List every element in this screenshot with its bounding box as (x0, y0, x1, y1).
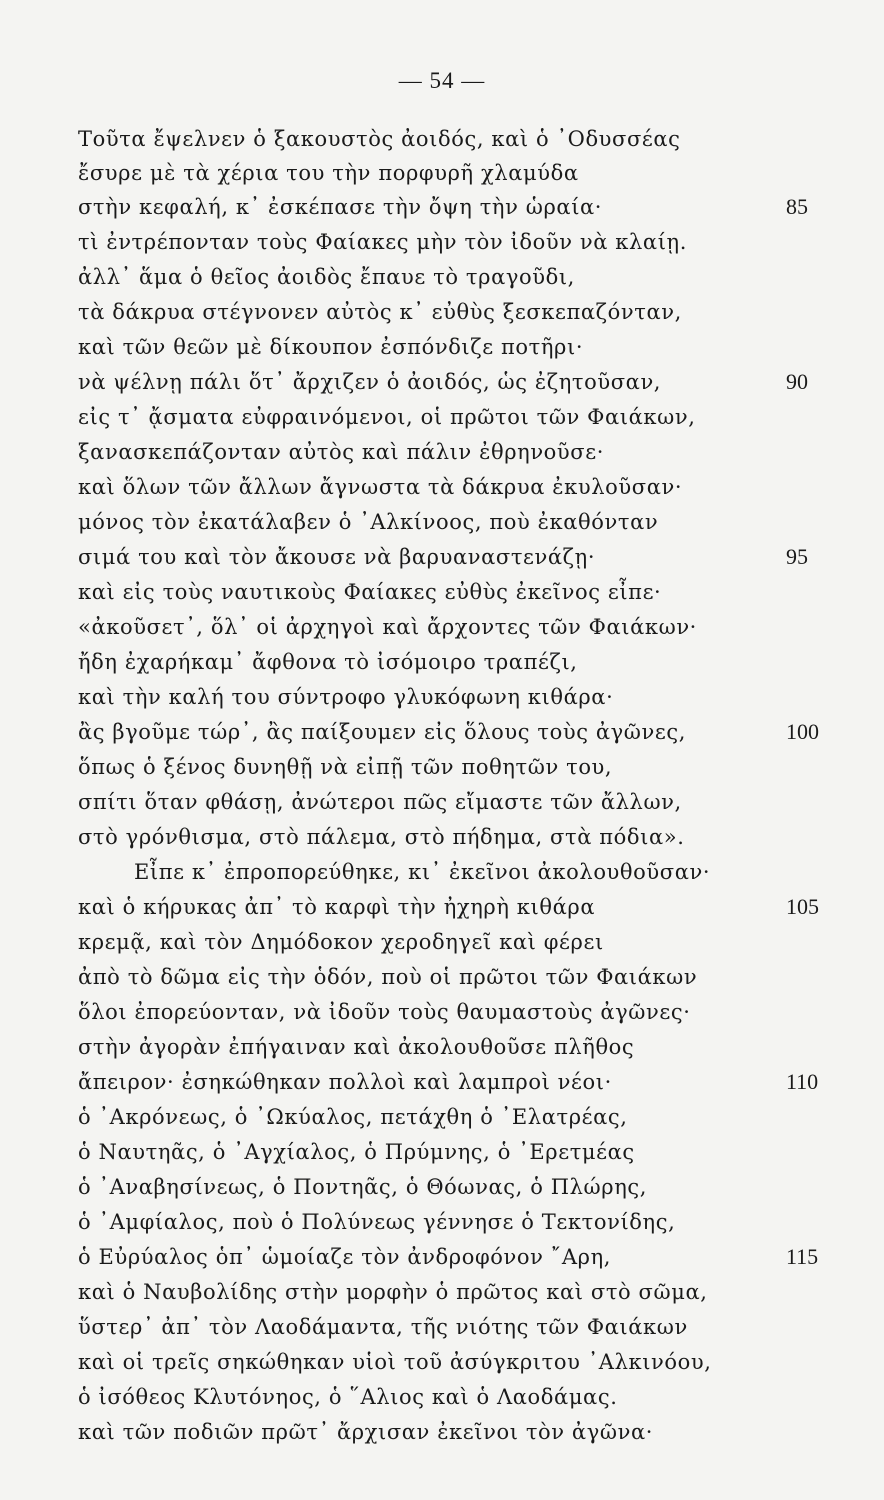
verse-line: καὶ ὁ κήρυκας ἀπ᾿ τὸ καρφὶ τὴν ἠχηρὴ κιθάρα (78, 895, 596, 919)
verse-line: εἰς τ᾿ ᾄσματα εὐφραινόμενοι, οἱ πρῶτοι τῶν Φαιάκων, (78, 405, 696, 429)
page-number: — 54 — (398, 68, 486, 93)
verse-line: καὶ ὅλων τῶν ἄλλων ἄγνωστα τὰ δάκρυα ἐκυλοῦσαν· (78, 475, 683, 499)
verse-line: καὶ εἰς τοὺς ναυτικοὺς Φαίακες εὐθὺς ἐκεῖνος εἶπε· (78, 580, 662, 604)
verse-line: ὁ ᾿Αναβησίνεως, ὁ Ποντηᾶς, ὁ Θόωνας, ὁ Πλώρης, (78, 1175, 648, 1199)
line-number: 90 (786, 369, 808, 394)
verse-line: ξανασκεπάζονταν αὐτὸς καὶ πάλιν ἐθρηνοῦσε· (78, 440, 604, 464)
verse-line: ὁ Ναυτηᾶς, ὁ ᾿Αγχίαλος, ὁ Πρύμνης, ὁ ᾿Ερετμέας (78, 1140, 635, 1164)
verse-line: τὰ δάκρυα στέγνονεν αὐτὸς κ᾿ εὐθὺς ξεσκεπαζόνταν, (78, 300, 682, 324)
verse-line: τὶ ἐντρέπονταν τοὺς Φαίακες μὴν τὸν ἰδοῦν νὰ κλαίῃ. (78, 230, 688, 254)
verse-line: ὁ Εὐρύαλος ὁπ᾿ ὡμοίαζε τὸν ἀνδροφόνον ῎Αρη, (78, 1245, 612, 1269)
verse-line: Τοῦτα ἔψελνεν ὁ ξακουστὸς ἀοιδός, καὶ ὁ ᾿Οδυσσέας (78, 127, 681, 151)
verse-line: κρεμᾷ, καὶ τὸν Δημόδοκον χεροδηγεῖ καὶ φέρει (78, 930, 604, 954)
line-number: 95 (786, 544, 808, 569)
verse-line: καὶ οἱ τρεῖς σηκώθηκαν υἱοὶ τοῦ ἀσύγκριτου ᾿Αλκινόου, (78, 1350, 712, 1374)
verse-line: ἔσυρε μὲ τὰ χέρια του τὴν πορφυρῆ χλαμύδα (78, 161, 579, 185)
verse-line: ἀπὸ τὸ δῶμα εἰς τὴν ὁδόν, ποὺ οἱ πρῶτοι τῶν Φαιάκων (78, 965, 698, 989)
verse-line: καὶ ὁ Ναυβολίδης στὴν μορφὴν ὁ πρῶτος καὶ στὸ σῶμα, (78, 1280, 708, 1304)
verse-line: ὁ ἰσόθεος Κλυτόνηος, ὁ ῞Αλιος καὶ ὁ Λαοδάμας. (78, 1385, 618, 1409)
verse-line: στὴν κεφαλή, κ᾿ ἐσκέπασε τὴν ὄψη τὴν ὡραία· (78, 195, 603, 219)
verse-line: ἤδη ἐχαρήκαμ᾿ ἄφθονα τὸ ἰσόμοιρο τραπέζι, (78, 650, 578, 674)
verse-line: Εἶπε κ᾿ ἐπροπορεύθηκε, κι᾿ ἐκεῖνοι ἀκολουθοῦσαν· (134, 860, 711, 884)
verse-line: στὸ γρόνθισμα, στὸ πάλεμα, στὸ πήδημα, στὰ πόδια». (78, 825, 685, 849)
verse-line: ἂς βγοῦμε τώρ᾿, ἂς παίξουμεν εἰς ὅλους τοὺς ἀγῶνες, (78, 720, 686, 744)
verse-line: καὶ τὴν καλή του σύντροφο γλυκόφωνη κιθάρα· (78, 685, 614, 709)
line-number: 85 (786, 194, 808, 219)
verse-line: καὶ τῶν ποδιῶν πρῶτ᾿ ἄρχισαν ἐκεῖνοι τὸν ἀγῶνα· (78, 1420, 653, 1444)
line-number: 110 (786, 1069, 819, 1094)
line-number: 115 (786, 1244, 819, 1269)
verse-line: ὅλοι ἐπορεύονταν, νὰ ἰδοῦν τοὺς θαυμαστοὺς ἀγῶνες· (78, 1000, 691, 1024)
line-number: 105 (786, 894, 819, 919)
verse-line: ὅπως ὁ ξένος δυνηθῇ νὰ εἰπῇ τῶν ποθητῶν του, (78, 755, 613, 779)
line-number: 100 (786, 719, 819, 744)
verse-line: στὴν ἀγορὰν ἐπήγαιναν καὶ ἀκολουθοῦσε πλῆθος (78, 1035, 635, 1059)
verse-line: καὶ τῶν θεῶν μὲ δίκουπον ἐσπόνδιζε ποτῆρι· (78, 335, 584, 359)
verse-line: νὰ ψέλνῃ πάλι ὅτ᾿ ἄρχιζεν ὁ ἀοιδός, ὡς ἐζητοῦσαν, (78, 370, 662, 394)
verse-line: ὕστερ᾿ ἀπ᾿ τὸν Λαοδάμαντα, τῆς νιότης τῶν Φαιάκων (78, 1315, 688, 1339)
verse-line: ἄπειρον· ἐσηκώθηκαν πολλοὶ καὶ λαμπροὶ νέοι· (78, 1070, 612, 1094)
verse-line: ἀλλ᾿ ἅμα ὁ θεῖος ἀοιδὸς ἔπαυε τὸ τραγοῦδι, (78, 265, 575, 289)
verse-line: ὁ ᾿Αμφίαλος, ποὺ ὁ Πολύνεως γέννησε ὁ Τεκτονίδης, (78, 1210, 676, 1234)
verse-line: ὁ ᾿Ακρόνεως, ὁ ᾿Ωκύαλος, πετάχθη ὁ ᾿Ελατρέας, (78, 1105, 628, 1129)
verse-line: μόνος τὸν ἐκατάλαβεν ὁ ᾿Αλκίνοος, ποὺ ἐκαθόνταν (78, 510, 659, 534)
verse-line: σιμά του καὶ τὸν ἄκουσε νὰ βαρυαναστενάζῃ· (78, 545, 596, 569)
verse-line: σπίτι ὅταν φθάσῃ, ἀνώτεροι πῶς εἴμαστε τῶν ἄλλων, (78, 790, 682, 814)
verse-line: «ἀκοῦσετ᾿, ὅλ᾿ οἱ ἀρχηγοὶ καὶ ἄρχοντες τῶν Φαιάκων· (78, 615, 697, 639)
